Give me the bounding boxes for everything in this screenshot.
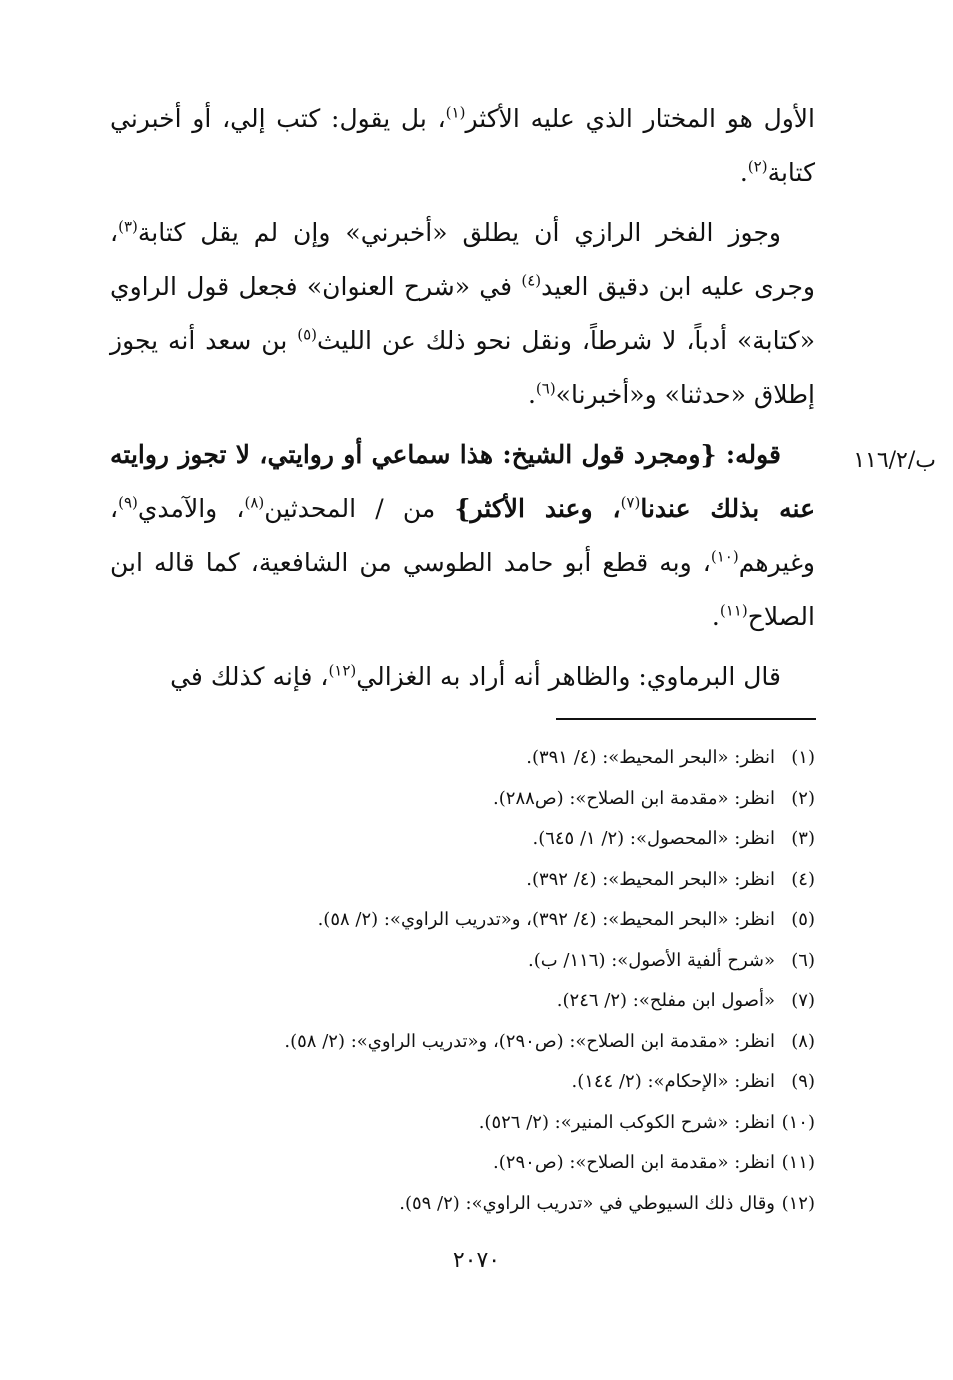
text-run: في «شرح العنوان» فجعل قول الراوي «كتابة» أدباً، لا شرطاً، ونقل نحو ذلك عن الليث [110,272,816,355]
paragraph-1 [110,92,815,200]
text-run: . [527,380,536,409]
footnote-text: انظر: «البحر المحيط»: (٤/ ٣٩٢)، و«تدريب الراوي»: (٢/ ٥٨). [317,909,775,930]
footnote-item [115,860,815,901]
footnote-number: (١٠) [781,1111,815,1133]
footnote-number: (٦) [791,949,815,971]
footnote-item [115,900,815,941]
footnote-ref[interactable]: (٦) [535,379,556,398]
quoted-text: ، وعند الأكثر} [454,494,621,523]
footnote-item [115,1143,815,1184]
footnote-item [115,1062,815,1103]
footnote-ref[interactable]: (١١) [719,601,748,620]
footnote-item [115,981,815,1022]
footnote-text: «شرح ألفية الأصول»: (١١٦/ ب). [527,949,775,971]
footnotes [115,738,815,1224]
footnote-number: (٧) [791,990,815,1011]
footnote-item [115,1103,815,1144]
footnote-number: (٥) [791,909,815,930]
footnote-item [115,738,815,779]
footnote-ref[interactable]: (٢) [747,157,768,176]
footnote-ref[interactable]: (١٠) [710,547,739,566]
text-run: بن سعد أنه يجوز إطلاق «حدثنا» و«أخبرنا» [110,326,815,409]
text-run: . [711,602,720,631]
footnote-ref[interactable]: (٨) [244,493,265,512]
footnote-text: «أصول ابن مفلح»: (٢/ ٢٤٦). [556,990,775,1011]
quote-label: قوله: [716,440,781,469]
footnote-number: (٨) [791,1030,815,1052]
footnote-number: (٩) [791,1071,815,1092]
footnote-number: (٣) [791,828,815,849]
footnote-ref[interactable]: (١٢) [328,661,357,680]
text-run: قال البرماوي: والظاهر أنه أراد به الغزالي [356,662,781,691]
footnote-text: انظر: «البحر المحيط»: (٤/ ٣٩١). [526,747,775,768]
footnote-text: انظر: «الإحكام»: (٢/ ١٤٤). [571,1071,775,1092]
footnote-ref[interactable]: (٤) [521,271,542,290]
footnote-item [115,941,815,982]
text-run: ، وجرى عليه ابن دقيق العيد [110,218,815,301]
quoted-text: {ومجرد قول الشيخ: هذا سماعي أو روايتي، لا تجوز روايته عنه بذلك عندنا [110,440,816,523]
footnote-text: وقال ذلك السيوطي في «تدريب الراوي»: (٢/ ٥٩). [399,1192,775,1214]
paragraph-2 [110,206,815,422]
footnote-ref[interactable]: (٧) [620,493,641,512]
text-run: ، وبه قطع أبو حامد الطوسي من الشافعية، كما قاله ابن الصلاح [110,548,815,631]
text-run: ، فإنه كذلك في [170,662,329,691]
footnote-ref[interactable]: (٩) [118,493,138,512]
footnote-separator [556,718,816,720]
paragraph-4 [110,650,815,704]
footnote-text: انظر: «مقدمة ابن الصلاح»: (ص٢٨٨). [493,787,775,809]
page-number: ٢٠٧٠ [452,1248,501,1273]
manuscript-folio-note: ب/١١٦/٢ [853,448,936,473]
footnote-ref[interactable]: (٣) [118,217,138,236]
text-run: الأول هو المختار الذي عليه الأكثر [465,104,816,133]
text-run: وجوز الفخر الرازي أن يطلق «أخبرني» وإن لم يقل كتابة [137,218,781,247]
text-run: ، وغيرهم [110,494,815,577]
footnote-number: (١٢) [781,1192,815,1214]
footnote-item [115,819,815,860]
footnote-item [115,1022,815,1063]
text-run: . [739,158,748,187]
footnote-text: انظر: «شرح الكوكب المنير»: (٢/ ٥٢٦). [478,1111,775,1133]
footnote-text: انظر: «المحصول»: (٢/ ١/ ٦٤٥). [532,828,775,849]
main-text [110,92,815,704]
footnote-ref[interactable]: (١) [445,103,466,122]
text-run: ، بل يقول: كتب إلي، أو أخبرني كتابة [110,104,815,187]
footnote-text: انظر: «مقدمة ابن الصلاح»: (ص٢٩٠)، و«تدريب الراوي»: (٢/ ٥٨). [284,1030,775,1052]
text-run: من / المحدثين [264,494,455,523]
footnote-text: انظر: «البحر المحيط»: (٤/ ٣٩٢). [526,868,775,890]
footnote-text: انظر: «مقدمة ابن الصلاح»: (ص٢٩٠). [493,1152,775,1173]
paragraph-3 [110,428,815,644]
footnote-number: (١) [791,747,815,768]
footnote-item [115,779,815,820]
footnote-ref[interactable]: (٥) [297,325,317,344]
footnote-number: (٢) [791,787,815,809]
footnote-number: (٤) [791,868,815,890]
footnote-number: (١١) [781,1152,815,1173]
footnote-item [115,1184,815,1225]
text-run: ، والآمدي [137,494,245,523]
